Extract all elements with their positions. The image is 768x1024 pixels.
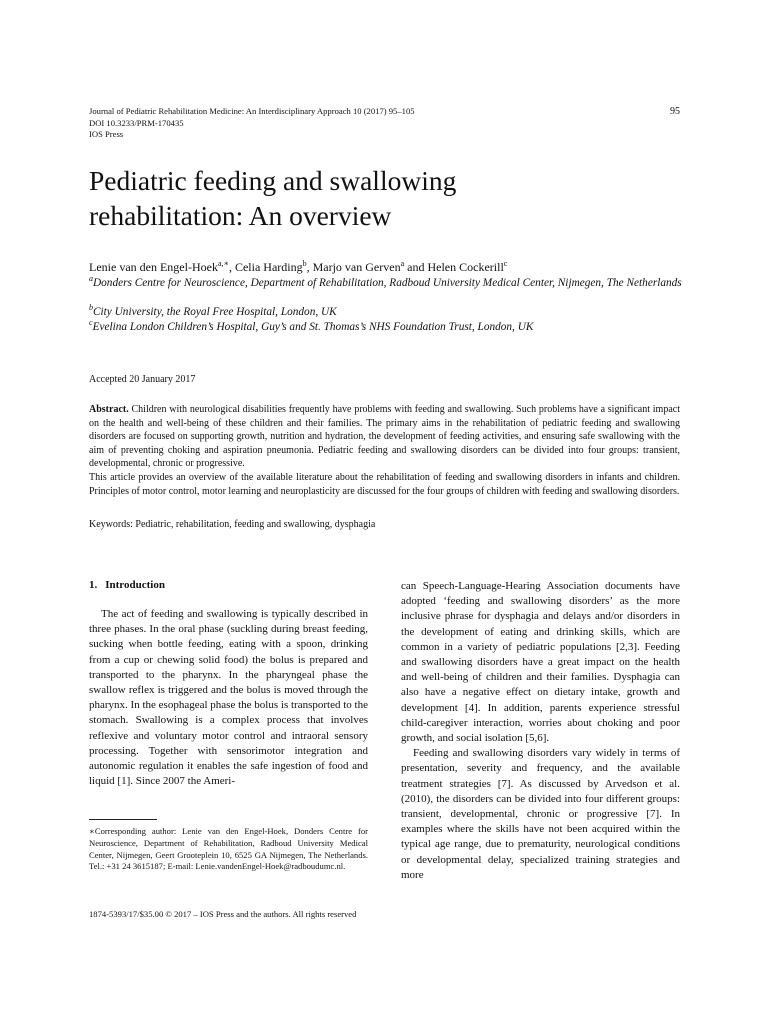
author-list (89, 259, 689, 275)
body-paragraph: Feeding and swallowing disorders vary widely in terms of presentation, severity and frequency, and the available treatment strategies [7]. As discussed by Arvedson et al. (2010), the disorders can be divided into four different groups: transient, developmental, chronic or progressive [7]. In examples where the skills have not been acquired within the typical age range, due to prematurity, neurological conditions or developmental delay, specialized training strategies and more (401, 747, 680, 881)
article-title (89, 163, 689, 233)
author-affiliation-mark: c (503, 259, 508, 268)
abstract (89, 403, 680, 498)
column-right (401, 579, 680, 883)
author-affiliation-mark: a,∗ (217, 259, 229, 268)
author-name: Marjo van Gerven (312, 260, 401, 274)
affiliation-mark: b (89, 303, 93, 312)
section-heading (89, 579, 173, 591)
accepted-date: Accepted 20 January 2017 (89, 374, 196, 385)
affiliation-c (89, 320, 689, 334)
abstract-paragraph-1 (89, 403, 680, 471)
page-number: 95 (670, 106, 680, 117)
doi: DOI 10.3233/PRM-170435 (89, 117, 184, 128)
author-separator: and (404, 260, 428, 274)
corresponding-author-footnote: ∗Corresponding author: Lenie van den Engel-Hoek, Donders Centre for Neuroscience, Department of Rehabilitation, Radboud University Medical Center, Nijmegen, Geert Grooteplein 10, 6525 GA Nijmegen, The Netherlands. Tel.: +31 24 3615187; E-mail: Lenie.vandenEngel-Hoek@radboudumc.nl. (89, 826, 368, 872)
footnote-rule (89, 819, 157, 820)
section-number: 1. (89, 579, 98, 591)
affiliation-b (89, 305, 689, 319)
keywords: Keywords: Pediatric, rehabilitation, feeding and swallowing, dysphagia (89, 519, 376, 530)
affiliation-text: Evelina London Children’s Hospital, Guy’s and St. Thomas’s NHS Foundation Trust, London, UK (92, 321, 534, 333)
affiliation-mark: a (89, 274, 93, 283)
title-line-2: rehabilitation: An overview (89, 200, 392, 231)
journal-header (89, 106, 415, 141)
column-left (89, 607, 368, 789)
body-paragraph: The act of feeding and swallowing is typically described in three phases. In the oral phase (suckling during breast feeding, sucking when bottle feeding, eating with a spoon, drinking from a cup or chewing solid food) the bolus is prepared and transported to the pharynx. In the pharyngeal phase the swallow reflex is triggered and the bolus is moved through the pharynx. In the esophageal phase the bolus is transported to the stomach. Swallowing is a complex process that involves reflexive and voluntary motor control and intraoral sensory processing. Together with sensorimotor integration and autonomic regulation it enables the safe ingestion of food and liquid [1]. Since 2007 the Ameri- (89, 608, 368, 788)
author-affiliation-mark: b (302, 259, 307, 268)
author-name: Lenie van den Engel-Hoek (89, 260, 218, 274)
copyright-line: 1874-5393/17/$35.00 © 2017 – IOS Press and the authors. All rights reserved (89, 909, 357, 919)
author-separator: , (228, 260, 235, 274)
body-paragraph: can Speech-Language-Hearing Association documents have adopted ‘feeding and swallowing disorders’ as the more inclusive phrase for dysphagia and delays and/or disorders in the development of eating and drinking skills, which are common in a variety of pediatric populations [2,3]. Feeding and swallowing disorders have a great impact on the health and well-being of children and their families. Dysphagia can also have a negative effect on dietary intake, growth and development [4]. In addition, parents experience stressful child-caregiver interaction, worries about choking and poor growth, and social isolation [5,6]. (401, 580, 680, 745)
author-name: Celia Harding (234, 260, 303, 274)
title-line-1: Pediatric feeding and swallowing (89, 165, 457, 196)
section-title: Introduction (105, 579, 165, 591)
author-affiliation-mark: a (400, 259, 405, 268)
affiliation-a (89, 276, 689, 290)
author-name: Helen Cockerill (427, 260, 504, 274)
publisher: IOS Press (89, 129, 124, 139)
affiliation-text: City University, the Royal Free Hospital, London, UK (93, 306, 337, 318)
journal-citation: Journal of Pediatric Rehabilitation Medicine: An Interdisciplinary Approach 10 (2017) 95–105 (89, 106, 415, 116)
affiliation-mark: c (89, 318, 93, 327)
affiliation-text: Donders Centre for Neuroscience, Department of Rehabilitation, Radboud University Medical Center, Nijmegen, The Netherlands (93, 277, 682, 289)
author-separator: , (306, 260, 313, 274)
abstract-label: Abstract. (89, 404, 129, 415)
abstract-text-1: Children with neurological disabilities frequently have problems with feeding and swallowing. Such problems have a significant impact on the health and well-being of these children and their families. The primary aims in the rehabilitation of pediatric feeding and swallowing disorders are focused on supporting growth, nutrition and hydration, the development of feeding activities, and ensuring safe swallowing with the aim of preventing choking and aspiration pneumonia. Pediatric feeding and swallowing disorders can be divided into four groups: transient, developmental, chronic or progressive. (89, 404, 680, 470)
abstract-paragraph-2: This article provides an overview of the available literature about the rehabilitation of feeding and swallowing disorders in infants and children. Principles of motor control, motor learning and neuroplasticity are discussed for the four groups of children with feeding and swallowing disorders. (89, 471, 680, 497)
